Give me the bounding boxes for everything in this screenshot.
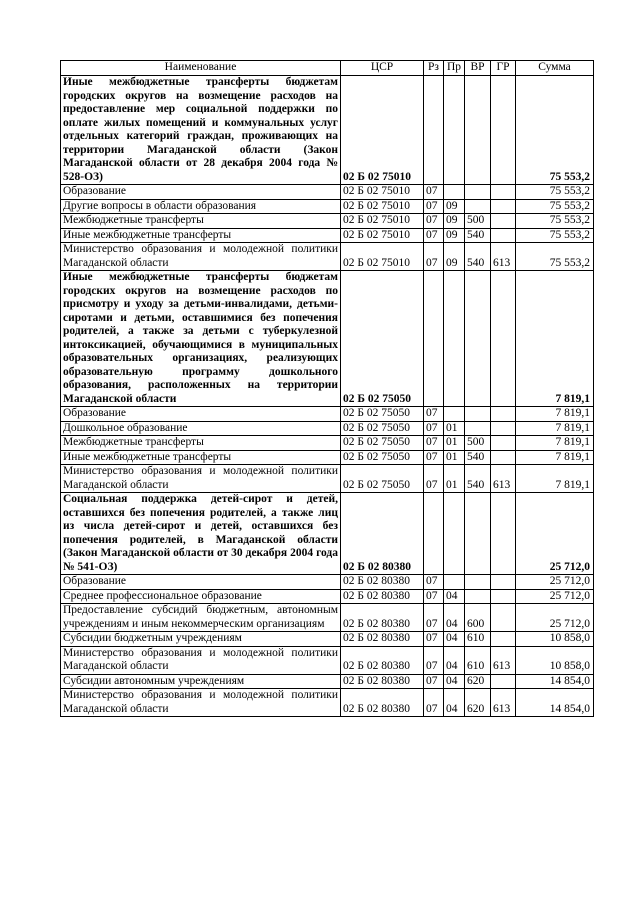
cell-rz: 07 xyxy=(424,632,444,647)
cell-vr: 500 xyxy=(465,214,491,229)
cell-csr: 02 Б 02 80380 xyxy=(341,575,424,590)
cell-pr: 09 xyxy=(444,228,465,243)
cell-vr: 540 xyxy=(465,450,491,465)
cell-gr xyxy=(491,228,516,243)
cell-sum: 10 858,0 xyxy=(516,632,594,647)
cell-csr: 02 Б 02 80380 xyxy=(341,493,424,575)
cell-rz: 07 xyxy=(424,604,444,632)
cell-rz: 07 xyxy=(424,214,444,229)
cell-vr xyxy=(465,76,491,185)
cell-rz: 07 xyxy=(424,674,444,689)
cell-rz: 07 xyxy=(424,407,444,422)
table-row xyxy=(61,465,594,493)
cell-csr: 02 Б 02 75010 xyxy=(341,214,424,229)
cell-rz: 07 xyxy=(424,589,444,604)
cell-name: Межбюджетные трансферты xyxy=(61,436,341,451)
cell-sum: 25 712,0 xyxy=(516,575,594,590)
cell-pr: 09 xyxy=(444,199,465,214)
cell-rz: 07 xyxy=(424,465,444,493)
table-row xyxy=(61,199,594,214)
cell-pr: 01 xyxy=(444,421,465,436)
table-row xyxy=(61,450,594,465)
cell-pr xyxy=(444,575,465,590)
table-row xyxy=(61,604,594,632)
cell-csr: 02 Б 02 80380 xyxy=(341,632,424,647)
budget-table xyxy=(60,60,594,717)
cell-name: Иные межбюджетные трансферты xyxy=(61,228,341,243)
cell-sum: 14 854,0 xyxy=(516,689,594,717)
table-row xyxy=(61,632,594,647)
cell-name: Социальная поддержка детей-сирот и детей, оставшихся без попечения родителей, а также лиц из числа детей-сирот и детей, оставшихся без попечения родителей, в Магаданской области (Закон Магаданской области от 30 декабря 2004 года № 541-ОЗ) xyxy=(61,493,341,575)
cell-pr: 04 xyxy=(444,646,465,674)
cell-gr xyxy=(491,421,516,436)
cell-pr: 04 xyxy=(444,632,465,647)
table-row xyxy=(61,271,594,407)
cell-name: Дошкольное образование xyxy=(61,421,341,436)
cell-rz xyxy=(424,271,444,407)
cell-sum: 75 553,2 xyxy=(516,214,594,229)
table-row xyxy=(61,76,594,185)
cell-name: Предоставление субсидий бюджетным, автономным учреждениям и иным некоммерческим организациям xyxy=(61,604,341,632)
cell-vr xyxy=(465,421,491,436)
cell-pr: 09 xyxy=(444,243,465,271)
cell-vr xyxy=(465,589,491,604)
cell-name: Межбюджетные трансферты xyxy=(61,214,341,229)
table-row xyxy=(61,421,594,436)
cell-csr: 02 Б 02 80380 xyxy=(341,646,424,674)
cell-rz: 07 xyxy=(424,421,444,436)
cell-vr: 540 xyxy=(465,228,491,243)
cell-sum: 7 819,1 xyxy=(516,421,594,436)
header-sum: Сумма xyxy=(516,61,594,76)
table-row xyxy=(61,646,594,674)
cell-csr: 02 Б 02 75010 xyxy=(341,185,424,200)
table-row xyxy=(61,575,594,590)
cell-vr: 540 xyxy=(465,243,491,271)
cell-gr xyxy=(491,604,516,632)
cell-name: Другие вопросы в области образования xyxy=(61,199,341,214)
cell-sum: 14 854,0 xyxy=(516,674,594,689)
cell-rz: 07 xyxy=(424,450,444,465)
cell-pr xyxy=(444,271,465,407)
cell-sum: 25 712,0 xyxy=(516,589,594,604)
cell-pr: 04 xyxy=(444,604,465,632)
cell-name: Министерство образования и молодежной политики Магаданской области xyxy=(61,689,341,717)
cell-rz: 07 xyxy=(424,436,444,451)
cell-vr xyxy=(465,575,491,590)
cell-pr xyxy=(444,407,465,422)
table-row xyxy=(61,228,594,243)
cell-vr: 610 xyxy=(465,632,491,647)
cell-pr xyxy=(444,493,465,575)
cell-gr: 613 xyxy=(491,243,516,271)
table-row xyxy=(61,589,594,604)
cell-name: Министерство образования и молодежной политики Магаданской области xyxy=(61,243,341,271)
cell-pr: 04 xyxy=(444,589,465,604)
cell-csr: 02 Б 02 75050 xyxy=(341,407,424,422)
cell-csr: 02 Б 02 75050 xyxy=(341,436,424,451)
cell-sum: 7 819,1 xyxy=(516,465,594,493)
cell-vr xyxy=(465,407,491,422)
table-row xyxy=(61,243,594,271)
cell-sum: 7 819,1 xyxy=(516,271,594,407)
cell-sum: 10 858,0 xyxy=(516,646,594,674)
cell-csr: 02 Б 02 80380 xyxy=(341,589,424,604)
cell-vr: 620 xyxy=(465,674,491,689)
cell-rz xyxy=(424,76,444,185)
cell-gr xyxy=(491,199,516,214)
cell-sum: 25 712,0 xyxy=(516,493,594,575)
cell-vr: 620 xyxy=(465,689,491,717)
cell-sum: 7 819,1 xyxy=(516,450,594,465)
cell-name: Образование xyxy=(61,575,341,590)
cell-rz: 07 xyxy=(424,646,444,674)
cell-rz: 07 xyxy=(424,575,444,590)
header-pr: Пр xyxy=(444,61,465,76)
cell-name: Субсидии автономным учреждениям xyxy=(61,674,341,689)
cell-sum: 25 712,0 xyxy=(516,604,594,632)
table-row xyxy=(61,407,594,422)
cell-gr xyxy=(491,450,516,465)
cell-csr: 02 Б 02 75050 xyxy=(341,465,424,493)
cell-gr: 613 xyxy=(491,689,516,717)
cell-csr: 02 Б 02 75010 xyxy=(341,199,424,214)
cell-vr xyxy=(465,271,491,407)
cell-gr xyxy=(491,589,516,604)
cell-name: Иные межбюджетные трансферты бюджетам городских округов на возмещение расходов на предоставление мер социальной поддержки по оплате жилых помещений и коммунальных услуг отдельных категорий граждан, проживающих на территории Магаданской области (Закон Магаданской области от 28 декабря 2004 года № 528-ОЗ) xyxy=(61,76,341,185)
cell-name: Иные межбюджетные трансферты xyxy=(61,450,341,465)
cell-gr: 613 xyxy=(491,465,516,493)
cell-rz: 07 xyxy=(424,228,444,243)
cell-pr: 01 xyxy=(444,436,465,451)
cell-vr: 540 xyxy=(465,465,491,493)
cell-gr xyxy=(491,493,516,575)
cell-vr: 610 xyxy=(465,646,491,674)
cell-pr: 04 xyxy=(444,674,465,689)
table-row xyxy=(61,689,594,717)
cell-sum: 75 553,2 xyxy=(516,243,594,271)
header-rz: Рз xyxy=(424,61,444,76)
cell-csr: 02 Б 02 75050 xyxy=(341,421,424,436)
cell-gr xyxy=(491,185,516,200)
cell-pr: 01 xyxy=(444,450,465,465)
cell-gr xyxy=(491,214,516,229)
header-vr: ВР xyxy=(465,61,491,76)
cell-vr xyxy=(465,199,491,214)
cell-pr: 04 xyxy=(444,689,465,717)
cell-vr: 500 xyxy=(465,436,491,451)
cell-name: Министерство образования и молодежной политики Магаданской области xyxy=(61,465,341,493)
cell-vr: 600 xyxy=(465,604,491,632)
table-row xyxy=(61,436,594,451)
cell-sum: 7 819,1 xyxy=(516,436,594,451)
header-gr: ГР xyxy=(491,61,516,76)
cell-sum: 7 819,1 xyxy=(516,407,594,422)
cell-rz: 07 xyxy=(424,689,444,717)
cell-rz: 07 xyxy=(424,185,444,200)
cell-gr: 613 xyxy=(491,646,516,674)
table-header-row xyxy=(61,61,594,76)
cell-sum: 75 553,2 xyxy=(516,76,594,185)
cell-rz: 07 xyxy=(424,243,444,271)
cell-name: Иные межбюджетные трансферты бюджетам городских округов на возмещение расходов по присмотру и уходу за детьми-инвалидами, детьми-сиротами и детьми, оставшимися без попечения родителей, а также за детьми с туберкулезной интоксикацией, обучающимися в муниципальных образовательных организациях, реализующих образовательную программу дошкольного образования, расположенных на территории Магаданской области xyxy=(61,271,341,407)
cell-gr xyxy=(491,632,516,647)
cell-gr xyxy=(491,76,516,185)
cell-csr: 02 Б 02 75010 xyxy=(341,228,424,243)
cell-pr xyxy=(444,76,465,185)
cell-gr xyxy=(491,407,516,422)
table-row xyxy=(61,214,594,229)
cell-rz xyxy=(424,493,444,575)
cell-gr xyxy=(491,674,516,689)
table-row xyxy=(61,493,594,575)
table-body xyxy=(61,76,594,717)
cell-name: Министерство образования и молодежной политики Магаданской области xyxy=(61,646,341,674)
cell-name: Образование xyxy=(61,185,341,200)
cell-name: Среднее профессиональное образование xyxy=(61,589,341,604)
cell-vr xyxy=(465,185,491,200)
cell-name: Образование xyxy=(61,407,341,422)
cell-csr: 02 Б 02 75050 xyxy=(341,271,424,407)
cell-csr: 02 Б 02 80380 xyxy=(341,689,424,717)
cell-gr xyxy=(491,436,516,451)
cell-name: Субсидии бюджетным учреждениям xyxy=(61,632,341,647)
cell-pr: 01 xyxy=(444,465,465,493)
cell-csr: 02 Б 02 75010 xyxy=(341,76,424,185)
cell-gr xyxy=(491,271,516,407)
cell-vr xyxy=(465,493,491,575)
cell-sum: 75 553,2 xyxy=(516,199,594,214)
header-csr: ЦСР xyxy=(341,61,424,76)
cell-csr: 02 Б 02 80380 xyxy=(341,604,424,632)
cell-gr xyxy=(491,575,516,590)
cell-sum: 75 553,2 xyxy=(516,228,594,243)
cell-csr: 02 Б 02 75010 xyxy=(341,243,424,271)
table-row xyxy=(61,185,594,200)
cell-csr: 02 Б 02 80380 xyxy=(341,674,424,689)
header-name: Наименование xyxy=(61,61,341,76)
cell-pr xyxy=(444,185,465,200)
cell-rz: 07 xyxy=(424,199,444,214)
cell-sum: 75 553,2 xyxy=(516,185,594,200)
cell-csr: 02 Б 02 75050 xyxy=(341,450,424,465)
cell-pr: 09 xyxy=(444,214,465,229)
table-row xyxy=(61,674,594,689)
